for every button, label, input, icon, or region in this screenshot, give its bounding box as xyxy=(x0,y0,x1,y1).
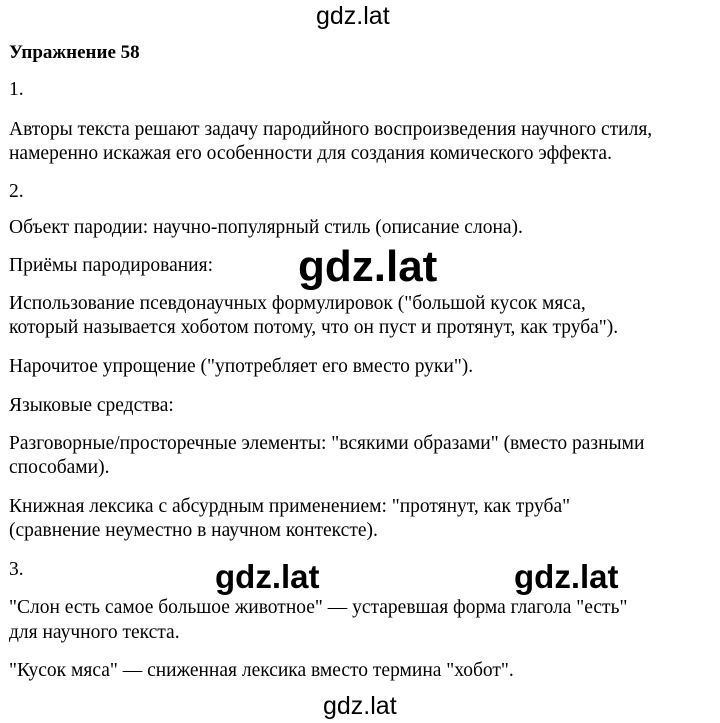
item-number-3: 3. xyxy=(9,559,24,580)
paragraph-4-line-1: Использование псевдонаучных формулировок ("большой кусок мяса, xyxy=(9,293,586,314)
paragraph-10: "Кусок мяса" — сниженная лексика вместо термина "хобот". xyxy=(9,660,514,681)
paragraph-7-line-2: способами). xyxy=(9,457,110,478)
watermark-right: gdz.lat xyxy=(514,558,619,595)
watermark-top: gdz.lat xyxy=(316,2,390,30)
paragraph-9-line-1: "Слон есть самое большое животное" — устаревшая форма глагола "есть" xyxy=(9,597,628,618)
paragraph-9-line-2: для научного текста. xyxy=(9,622,180,643)
paragraph-8-line-1: Книжная лексика с абсурдным применением: "протянут, как труба" xyxy=(9,496,571,517)
paragraph-8-line-2: (сравнение неуместно в научном контексте). xyxy=(9,520,378,541)
paragraph-2: Объект пародии: научно-популярный стиль (описание слона). xyxy=(9,217,523,238)
paragraph-1-line-2: намеренно искажая его особенности для создания комического эффекта. xyxy=(9,143,612,164)
paragraph-3: Приёмы пародирования: xyxy=(9,255,213,276)
paragraph-1-line-1: Авторы текста решают задачу пародийного воспроизведения научного стиля, xyxy=(9,119,653,140)
paragraph-5: Нарочитое упрощение ("употребляет его вместо руки"). xyxy=(9,356,474,377)
exercise-heading: Упражнение 58 xyxy=(9,42,140,63)
paragraph-7-line-1: Разговорные/просторечные элементы: "всякими образами" (вместо разными xyxy=(9,433,645,454)
paragraph-4-line-2: который называется хоботом потому, что он пуст и протянут, как труба"). xyxy=(9,317,619,338)
watermark-center: gdz.lat xyxy=(298,242,438,291)
watermark-bottom: gdz.lat xyxy=(323,692,397,720)
item-number-2: 2. xyxy=(9,181,24,202)
paragraph-6: Языковые средства: xyxy=(9,395,174,416)
watermark-left: gdz.lat xyxy=(215,558,320,595)
item-number-1: 1. xyxy=(9,79,24,100)
